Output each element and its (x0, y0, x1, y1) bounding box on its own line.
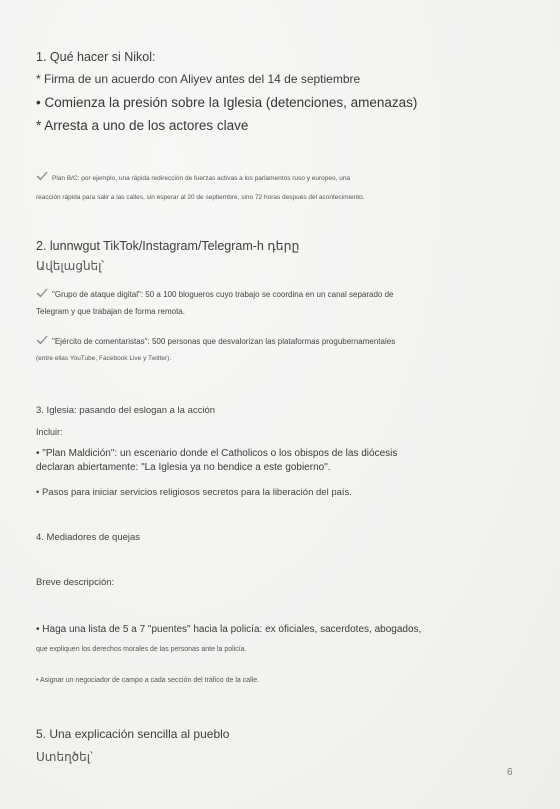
section-4-label: Breve descripción: (36, 577, 115, 588)
section-5-heading: 5. Una explicación sencilla al pueblo (36, 727, 230, 741)
note-text: Plan B/C: por ejemplo, una rápida redirección de fuerzas activas a los parlamentos ruso y europeo, una (52, 175, 351, 182)
section-2-subheading: Ավելացնել՝ (36, 259, 105, 273)
section-2-item2-line1 (36, 335, 395, 346)
section-1-heading: 1. Qué hacer si Nikol: (36, 50, 156, 64)
section-2-item2-line2: (entre ellas YouTube, Facebook Live y Twitter). (36, 355, 172, 362)
list-item: "Ejército de comentaristas": 500 personas que desvalorizan las plataformas progubernamentales (52, 337, 396, 346)
list-item: • Pasos para iniciar servicios religiosos secretos para la liberación del país. (36, 487, 352, 498)
section-4-heading: 4. Mediadores de quejas (36, 532, 141, 543)
section-1-note-line2: reacción rápida para salir a las calles, sin esperar al 20 de septiembre, sino 72 horas después del acontecimiento. (36, 194, 365, 201)
section-3-heading: 3. Iglesia: pasando del eslogan a la acción (36, 405, 216, 416)
list-item: • Haga una lista de 5 a 7 "puentes" hacia la policía: ex oficiales, sacerdotes, abogados, (36, 624, 422, 635)
section-5-subheading: Ստեղծել՝ (36, 750, 93, 764)
checkmark-icon (36, 335, 48, 345)
list-item: • "Plan Maldición": un escenario donde el Catholicos o los obispos de las diócesis (36, 448, 398, 459)
checkmark-icon (36, 288, 48, 298)
section-1-note-line1 (36, 171, 350, 182)
section-2-heading: 2. lunnwgut TikTok/Instagram/Telegram-h դերը (36, 239, 300, 253)
list-item: "Grupo de ataque digital": 50 a 100 blogueros cuyo trabajo se coordina en un canal separado de (52, 290, 394, 299)
section-3-label: Incluir: (36, 427, 63, 437)
list-item: * Arresta a uno de los actores clave (36, 118, 249, 133)
list-item: * Firma de un acuerdo con Aliyev antes del 14 de septiembre (36, 72, 361, 86)
list-item: • Asignar un negociador de campo a cada sección del tráfico de la calle. (36, 677, 260, 684)
section-2-item1-line1 (36, 288, 393, 299)
list-item: • Comienza la presión sobre la Iglesia (detenciones, amenazas) (36, 95, 418, 110)
page-number: 6 (507, 767, 513, 778)
list-item-continued: que expliquen los derechos morales de las personas ante la policía. (36, 646, 247, 653)
checkmark-icon (36, 171, 48, 181)
list-item-continued: declaran abiertamente: "La Iglesia ya no bendice a este gobierno". (36, 462, 331, 473)
section-2-item1-line2: Telegram y que trabajan de forma remota. (36, 307, 185, 316)
